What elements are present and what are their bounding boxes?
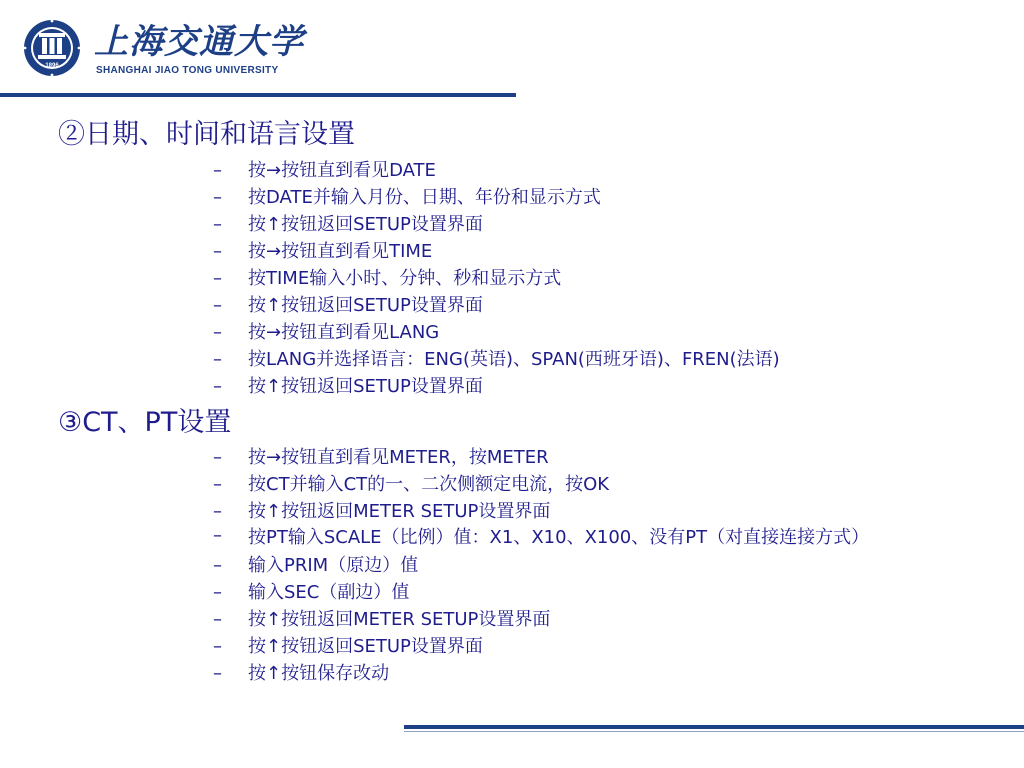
- footer-divider: [404, 725, 1024, 729]
- university-logo: [22, 18, 304, 84]
- seal-year: 1896: [45, 63, 59, 69]
- university-name-chinese: 上海交通大学: [94, 22, 304, 62]
- list-item: – 按↑按钮返回METER SETUP设置界面: [213, 498, 958, 525]
- list-item: – 按→按钮直到看见DATE: [213, 157, 958, 184]
- list-item: – 按↑按钮返回SETUP设置界面: [213, 633, 958, 660]
- footer-divider-thin: [404, 731, 1024, 732]
- list-item: – 按DATE并输入月份、日期、年份和显示方式: [213, 184, 958, 211]
- section-heading-date-time-language: ②日期、时间和语言设置: [58, 119, 355, 150]
- list-item: – 按CT并输入CT的一、二次侧额定电流，按OK: [213, 471, 958, 498]
- list-item: – 按LANG并选择语言：ENG(英语)、SPAN(西班牙语)、FREN(法语): [213, 346, 958, 373]
- section1-steps-list: [213, 157, 958, 400]
- list-item: – 输入PRIM（原边）值: [213, 552, 958, 579]
- list-item: – 按↑按钮返回SETUP设置界面: [213, 373, 958, 400]
- header-divider: [0, 93, 516, 97]
- list-item: – 按↑按钮返回SETUP设置界面: [213, 211, 958, 238]
- list-item: – 按→按钮直到看见LANG: [213, 319, 958, 346]
- section-heading-ct-pt: ③CT、PT设置: [58, 407, 232, 438]
- list-item: – 按→按钮直到看见TIME: [213, 238, 958, 265]
- university-name-english: SHANGHAI JIAO TONG UNIVERSITY: [96, 65, 279, 76]
- list-item: – 按↑按钮返回SETUP设置界面: [213, 292, 958, 319]
- list-item: – 按TIME输入小时、分钟、秒和显示方式: [213, 265, 958, 292]
- university-seal-icon: [22, 18, 82, 78]
- list-item: – 按→按钮直到看见METER，按METER: [213, 444, 958, 471]
- list-item: – 按↑按钮保存改动: [213, 660, 958, 687]
- list-item: – 输入SEC（副边）值: [213, 579, 958, 606]
- section2-steps-list: [213, 444, 958, 687]
- list-item: – 按PT输入SCALE（比例）值：X1、X10、X100、没有PT（对直接连接方式）: [213, 525, 958, 552]
- list-item: – 按↑按钮返回METER SETUP设置界面: [213, 606, 958, 633]
